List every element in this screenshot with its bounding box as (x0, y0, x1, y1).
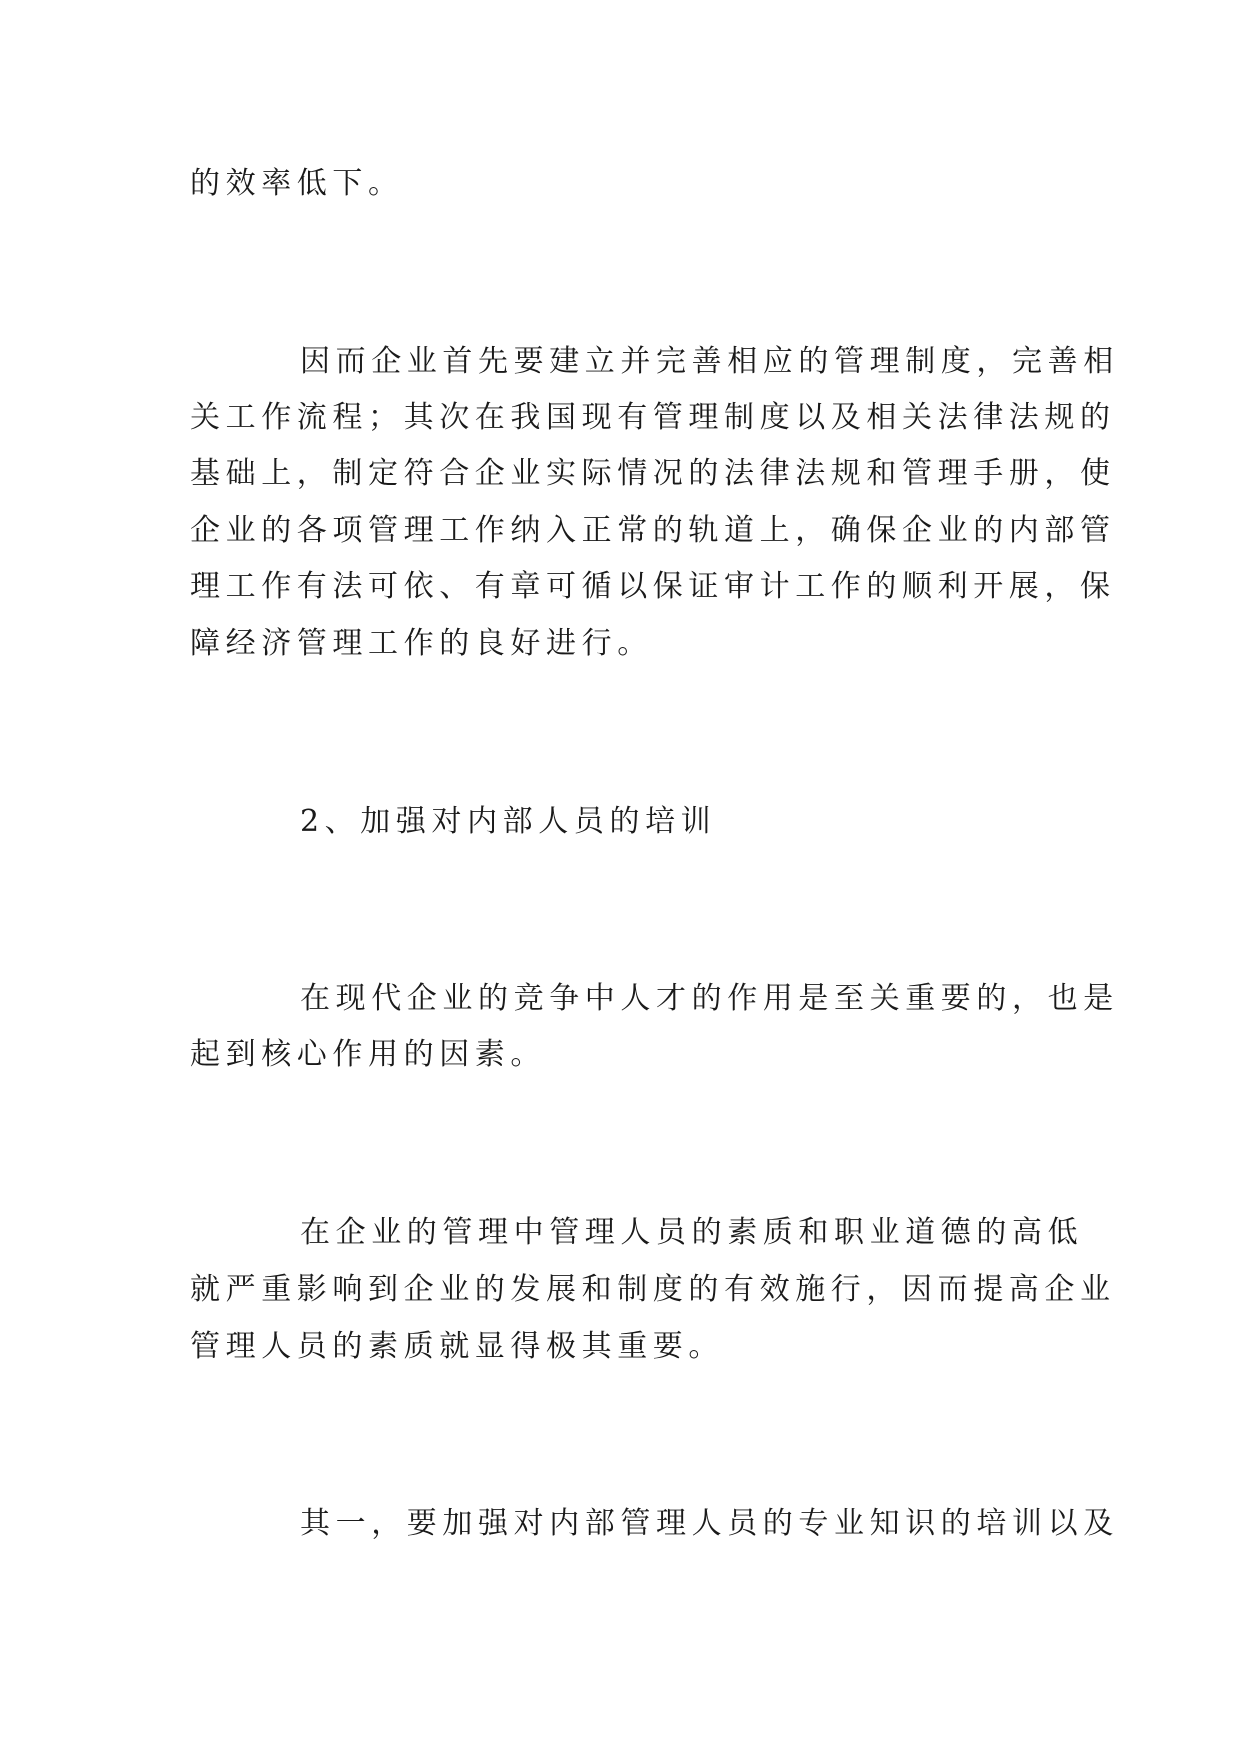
paragraph-line: 起到核心作用的因素。 (190, 1037, 546, 1072)
paragraph-continuation-line: 的效率低下。 (190, 166, 404, 201)
paragraph-line: 企业的各项管理工作纳入正常的轨道上，确保企业的内部管 (190, 513, 1116, 548)
paragraph-line: 因而企业首先要建立并完善相应的管理制度，完善相 (300, 344, 1119, 379)
paragraph-line: 基础上，制定符合企业实际情况的法律法规和管理手册，使 (190, 456, 1116, 491)
paragraph-line: 就严重影响到企业的发展和制度的有效施行，因而提高企业 (190, 1272, 1116, 1307)
paragraph-line: 理工作有法可依、有章可循以保证审计工作的顺利开展，保 (190, 569, 1116, 604)
paragraph-line: 其一，要加强对内部管理人员的专业知识的培训以及 (300, 1506, 1119, 1541)
paragraph-line: 在现代企业的竞争中人才的作用是至关重要的，也是 (300, 981, 1119, 1016)
paragraph-line: 管理人员的素质就显得极其重要。 (190, 1329, 724, 1364)
section-heading: 2、加强对内部人员的培训 (300, 804, 717, 839)
paragraph-line: 在企业的管理中管理人员的素质和职业道德的高低 (300, 1215, 1084, 1250)
paragraph-line: 障经济管理工作的良好进行。 (190, 626, 653, 661)
paragraph-line: 关工作流程；其次在我国现有管理制度以及相关法律法规的 (190, 400, 1116, 435)
